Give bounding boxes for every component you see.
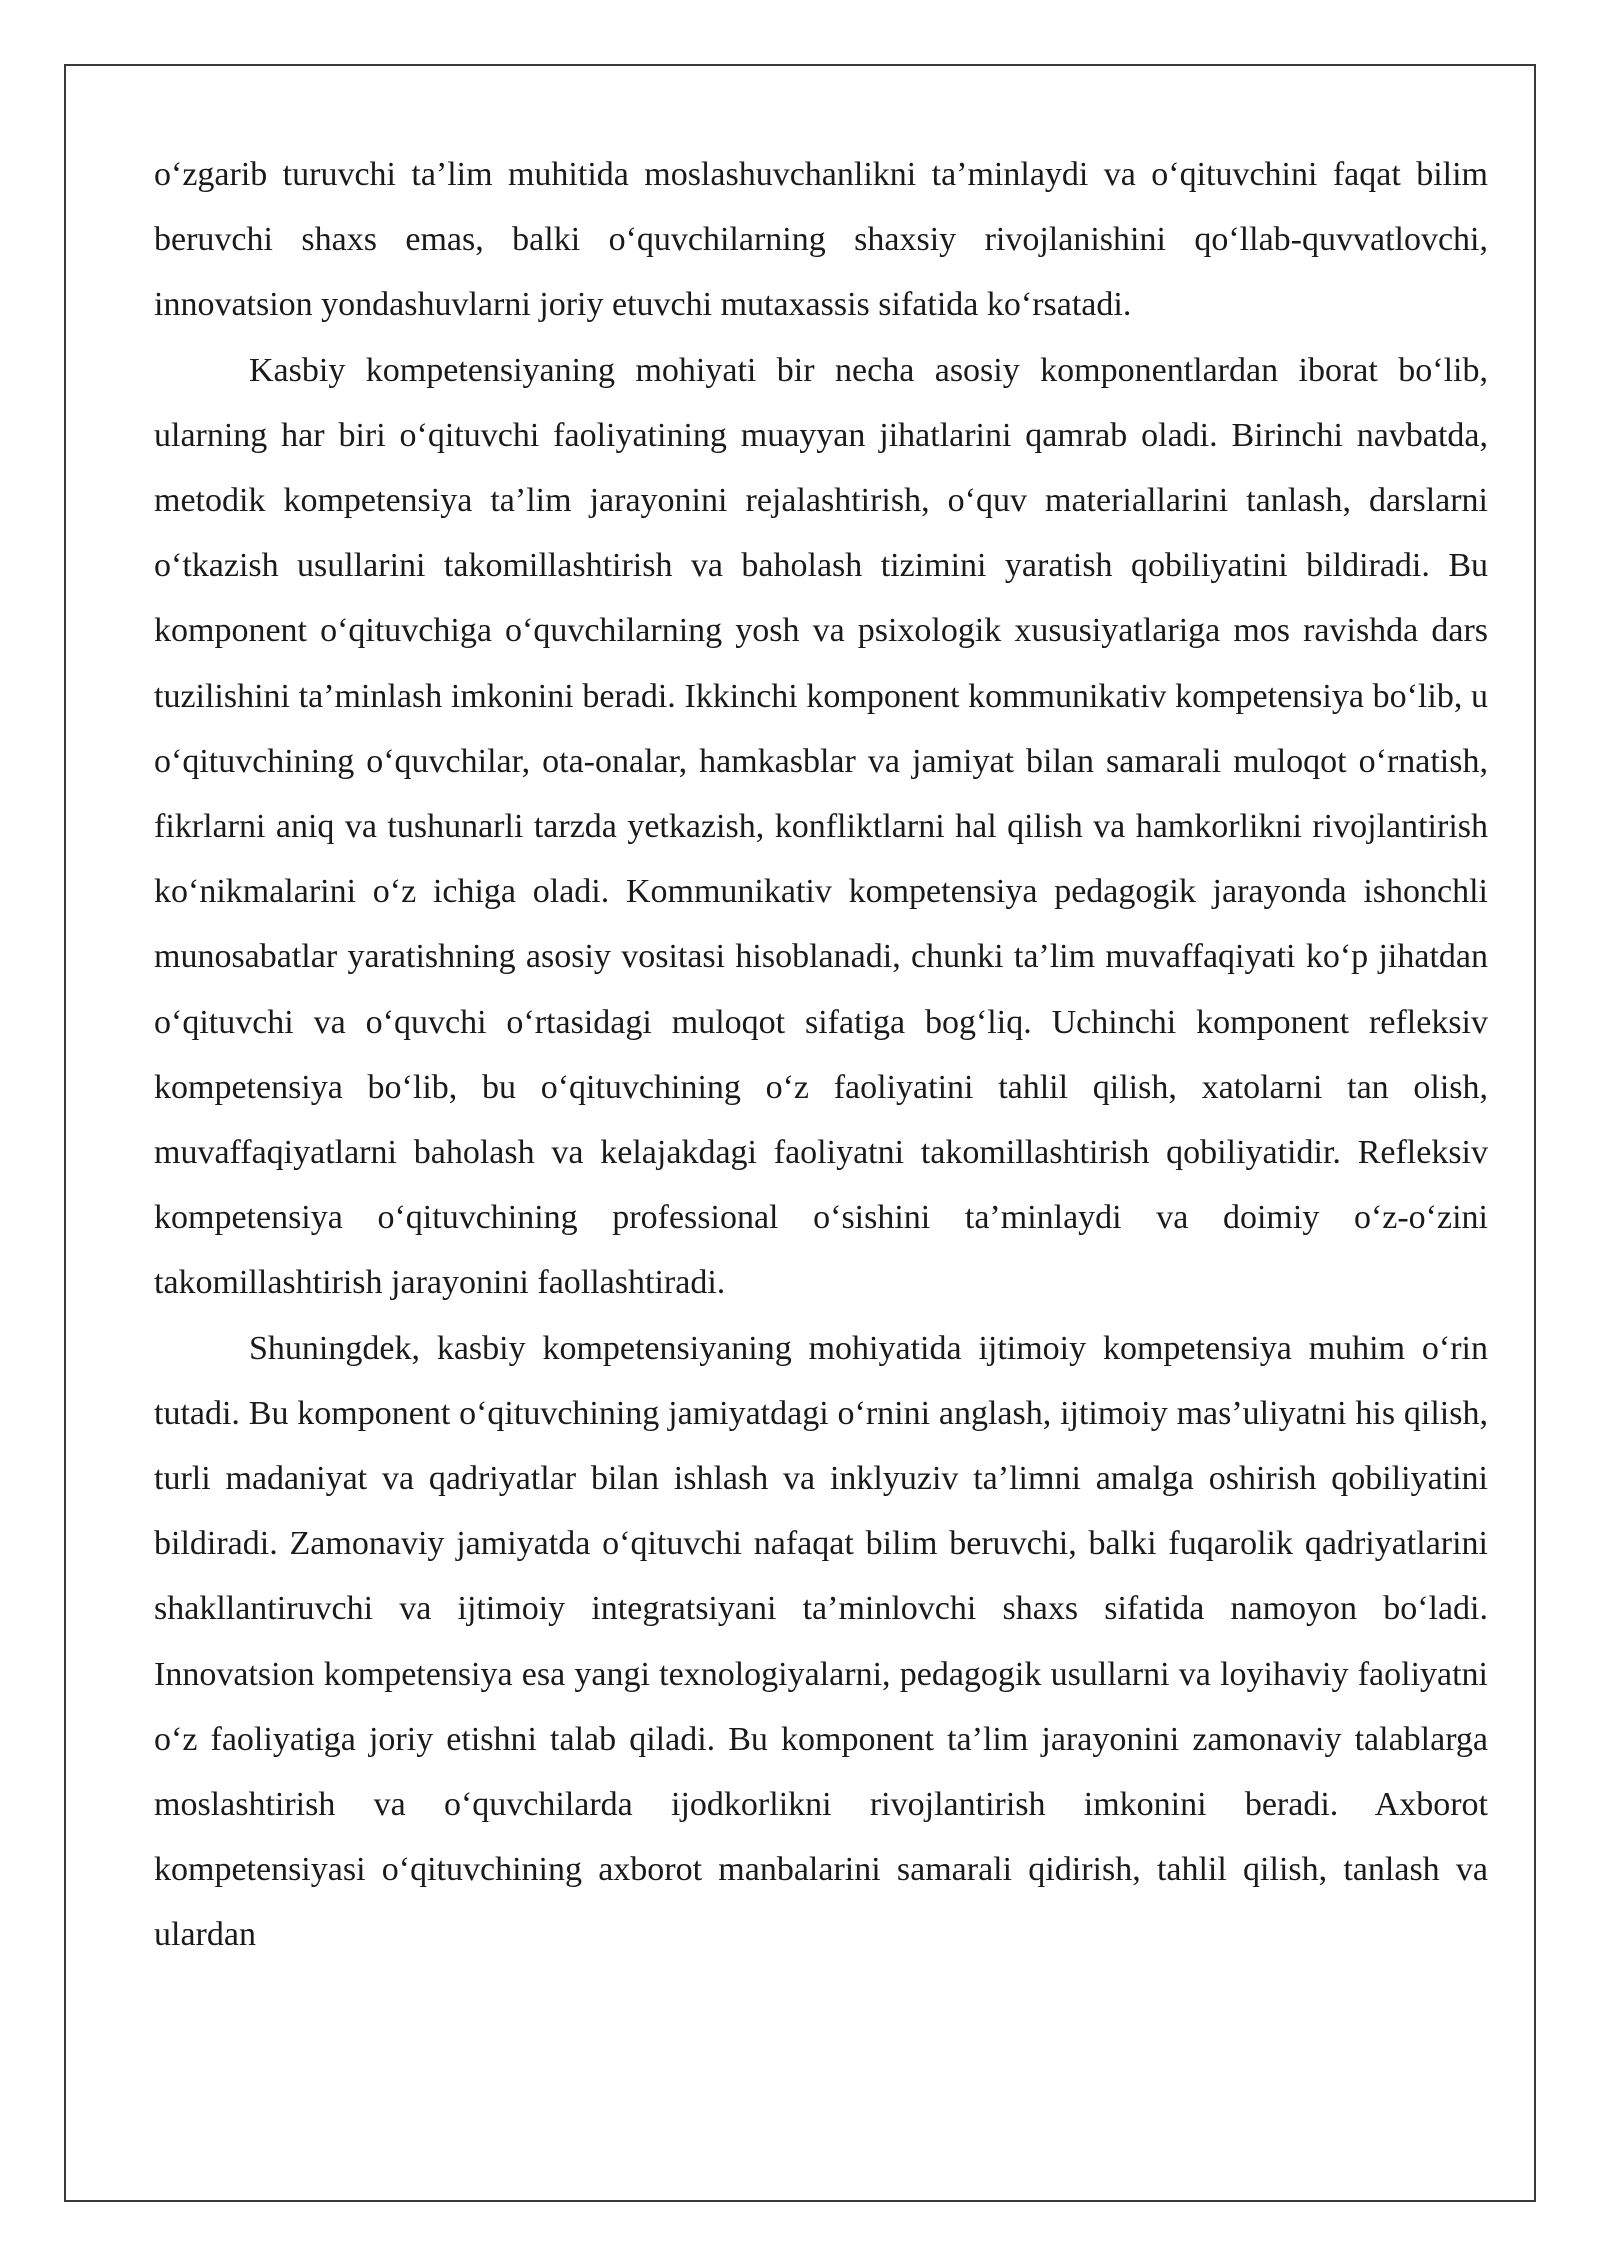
paragraph-social-competence: Shuningdek, kasbiy kompetensiyaning mohiyatida ijtimoiy kompetensiya muhim o‘rin tutadi. Bu komponent o‘qituvchining jamiyatdagi o‘rnini anglash, ijtimoiy mas’uliyatni his qilish, turli madaniyat va qadriyatlar bilan ishlash va inklyuziv ta’limni amalga oshirish qobiliyatini bildiradi. Zamonaviy jamiyatda o‘qituvchi nafaqat bilim beruvchi, balki fuqarolik qadriyatlarini shakllantiruvchi va ijtimoiy integratsiyani ta’minlovchi shaxs sifatida namoyon bo‘ladi. Innovatsion kompetensiya esa yangi texnologiyalarni, pedagogik usullarni va loyihaviy faoliyatni o‘z faoliyatiga joriy etishni talab qiladi. Bu komponent ta’lim jarayonini zamonaviy talablarga moslashtirish va o‘quvchilarda ijodkorlikni rivojlantirish imkonini beradi. Axborot kompetensiyasi o‘qituvchining axborot manbalarini samarali qidirish, tahlil qilish, tanlash va ulardan xyxy=(154,1329,1488,1954)
paragraph-continuation: o‘zgarib turuvchi ta’lim muhitida moslashuvchanlikni ta’minlaydi va o‘qituvchini faqat bilim beruvchi shaxs emas, balki o‘quvchilarning shaxsiy rivojlanishini qo‘llab-quvvatlovchi, innovatsion yondashuvlarni joriy etuvchi mutaxassis sifatida ko‘rsatadi. xyxy=(154,156,1488,324)
paragraph-competence-components: Kasbiy kompetensiyaning mohiyati bir necha asosiy komponentlardan iborat bo‘lib, ularning har biri o‘qituvchi faoliyatining muayyan jihatlarini qamrab oladi. Birinchi navbatda, metodik kompetensiya ta’lim jarayonini rejalashtirish, o‘quv materiallarini tanlash, darslarni o‘tkazish usullarini takomillashtirish va baholash tizimini yaratish qobiliyatini bildiradi. Bu komponent o‘qituvchiga o‘quvchilarning yosh va psixologik xususiyatlariga mos ravishda dars tuzilishini ta’minlash imkonini beradi. Ikkinchi komponent kommunikativ kompetensiya bo‘lib, u o‘qituvchining o‘quvchilar, ota-onalar, hamkasblar va jamiyat bilan samarali muloqot o‘rnatish, fikrlarni aniq va tushunarli tarzda yetkazish, konfliktlarni hal qilish va hamkorlikni rivojlantirish ko‘nikmalarini o‘z ichiga oladi. Kommunikativ kompetensiya pedagogik jarayonda ishonchli munosabatlar yaratishning asosiy vositasi hisoblanadi, chunki ta’lim muvaffaqiyati ko‘p jihatdan o‘qituvchi va o‘quvchi o‘rtasidagi muloqot sifatiga bog‘liq. Uchinchi komponent refleksiv kompetensiya bo‘lib, bu o‘qituvchining o‘z faoliyatini tahlil qilish, xatolarni tan olish, muvaffaqiyatlarni baholash va kelajakdagi faoliyatni takomillashtirish qobiliyatidir. Refleksiv kompetensiya o‘qituvchining professional o‘sishini ta’minlaydi va doimiy o‘z-o‘zini takomillashtirish jarayonini faollashtiradi. xyxy=(154,351,1488,1302)
document-body xyxy=(154,142,1488,1968)
